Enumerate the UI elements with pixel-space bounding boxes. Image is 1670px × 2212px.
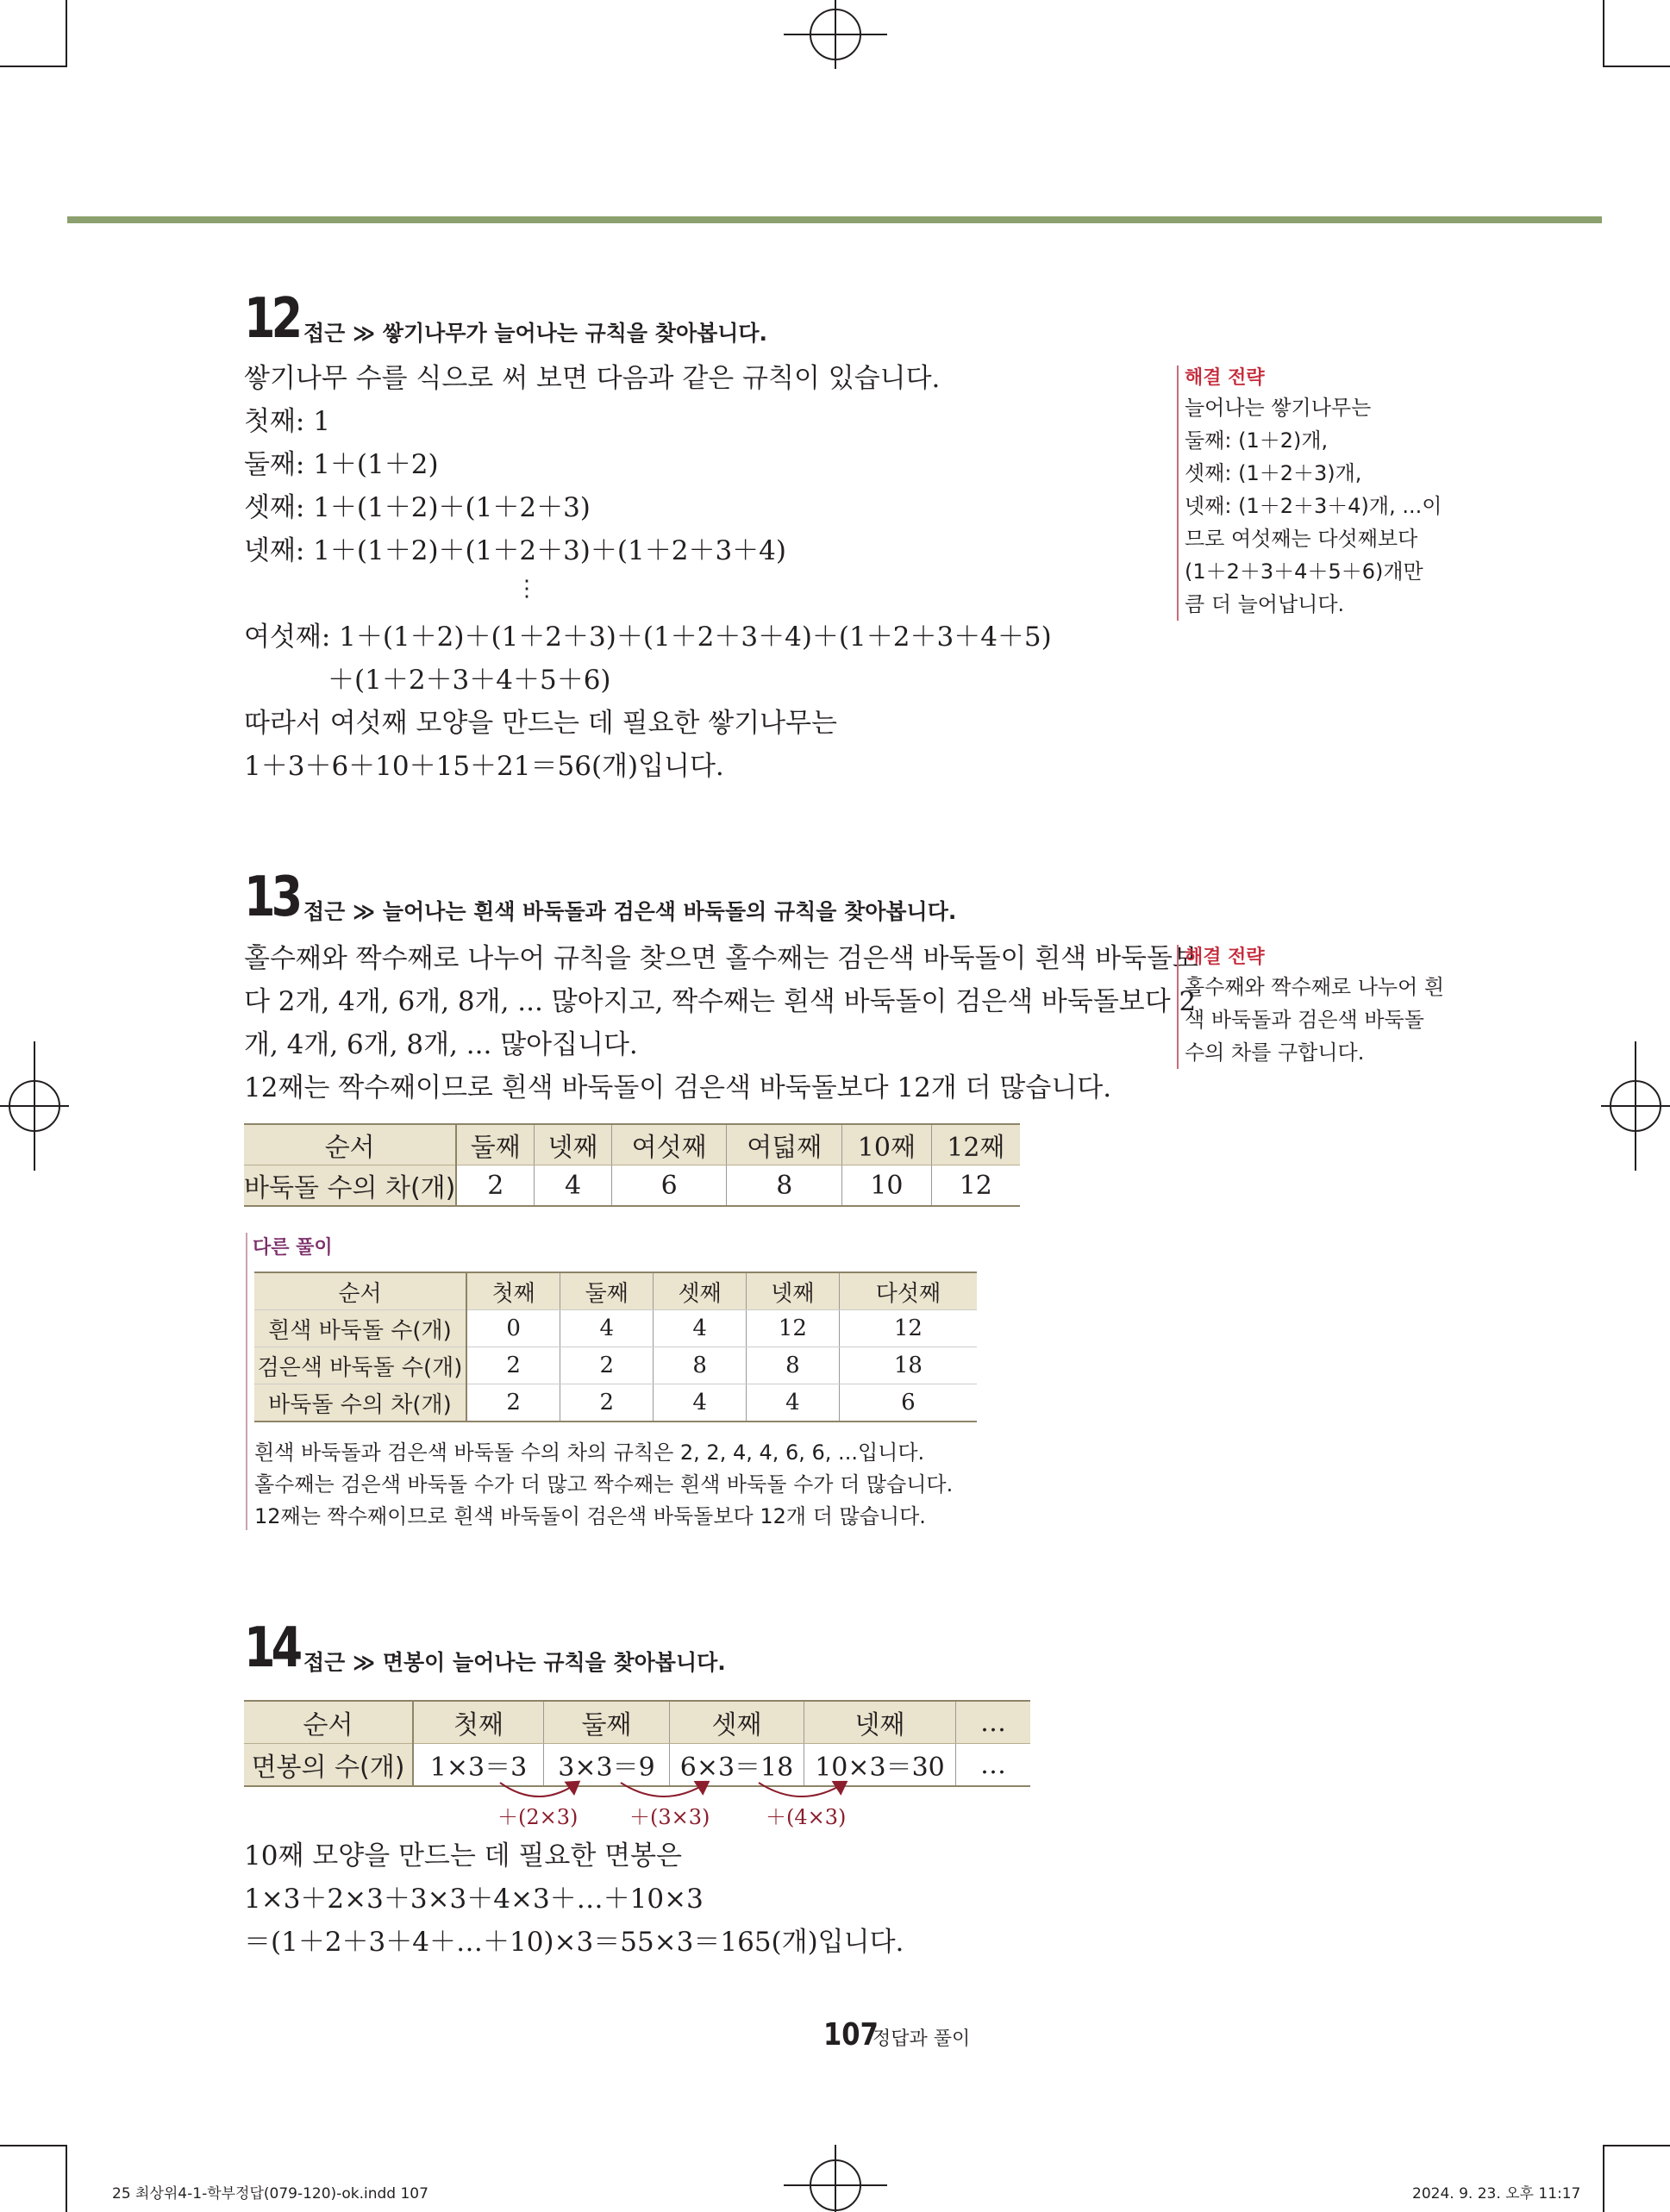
table-cell: 12	[747, 1310, 840, 1347]
strategy-line: 므로 여섯째는 다섯째보다	[1185, 527, 1418, 551]
difference-table	[244, 1123, 1020, 1207]
solution-line: ＝(1＋2＋3＋4＋…＋10)×3＝55×3＝165(개)입니다.	[244, 1927, 904, 1958]
solution-line: 10째 모양을 만드는 데 필요한 면봉은	[244, 1840, 682, 1871]
solution-line: 1＋3＋6＋10＋15＋21＝56(개)입니다.	[244, 751, 724, 782]
table-cell: 6	[611, 1165, 727, 1207]
table-header: 여덟째	[727, 1124, 842, 1165]
table-cell: 10×3＝30	[804, 1744, 956, 1787]
solution-line: 여섯째: 1＋(1＋2)＋(1＋2＋3)＋(1＋2＋3＋4)＋(1＋2＋3＋4＋5)	[244, 622, 1052, 653]
solution-line: 쌓기나무 수를 식으로 써 보면 다음과 같은 규칙이 있습니다.	[244, 363, 941, 394]
registration-line	[835, 2145, 836, 2212]
crop-mark	[1603, 0, 1604, 67]
solution-line: ＋(1＋2＋3＋4＋5＋6)	[328, 665, 611, 696]
approach-note: 접근 ≫ 면봉이 늘어나는 규칙을 찾아봅니다.	[303, 1650, 726, 1675]
table-cell: 4	[560, 1310, 654, 1347]
table-header: …	[956, 1701, 1031, 1744]
page-number: 107	[823, 2017, 879, 2053]
solution-line: 홀수째와 짝수째로 나누어 규칙을 찾으면 홀수째는 검은색 바둑돌이 흰색 바둑돌보	[244, 943, 1198, 974]
table-cell: 6	[839, 1384, 977, 1422]
table-cell: 12	[839, 1310, 977, 1347]
table-header: 다섯째	[839, 1272, 977, 1310]
table-cell: 1×3＝3	[413, 1744, 544, 1787]
alt-solution-tag: 다른 풀이	[253, 1237, 333, 1259]
table-cell: 3×3＝9	[544, 1744, 670, 1787]
table-header: 첫째	[413, 1701, 544, 1744]
table-header: 둘째	[544, 1701, 670, 1744]
table-cell: 2	[560, 1384, 654, 1422]
table-cell: 10	[842, 1165, 932, 1207]
row-label: 바둑돌 수의 차(개)	[244, 1165, 456, 1207]
header-rule	[67, 216, 1602, 223]
solution-line: 따라서 여섯째 모양을 만드는 데 필요한 쌓기나무는	[244, 708, 837, 739]
strategy-line: 색 바둑돌과 검은색 바둑돌	[1185, 1008, 1424, 1032]
table-cell: 0	[466, 1310, 560, 1347]
solution-line: 1×3＋2×3＋3×3＋4×3＋…＋10×3	[244, 1884, 704, 1915]
table-cell: 18	[839, 1347, 977, 1384]
table-header: 순서	[244, 1701, 413, 1744]
crop-mark	[66, 2145, 67, 2212]
strategy-line: 늘어나는 쌓기나무는	[1185, 396, 1372, 420]
arrow-icon	[621, 1783, 707, 1796]
solution-line: 넷째: 1＋(1＋2)＋(1＋2＋3)＋(1＋2＋3＋4)	[244, 535, 786, 566]
strategy-box	[1177, 945, 1444, 1069]
crop-mark	[0, 66, 67, 67]
strategy-line: 둘째: (1＋2)개,	[1185, 428, 1329, 453]
crop-mark	[1603, 2145, 1670, 2146]
question-number: 14	[244, 1616, 299, 1680]
table-cell: 2	[466, 1347, 560, 1384]
row-label: 바둑돌 수의 차(개)	[254, 1384, 466, 1422]
table-cell: 4	[535, 1165, 612, 1207]
alt-solution-line: 흰색 바둑돌과 검은색 바둑돌 수의 차의 규칙은 2, 2, 4, 4, 6, 6, ...입니다.	[254, 1440, 925, 1465]
page-label: 정답과 풀이	[873, 2028, 971, 2050]
table-cell: 2	[456, 1165, 534, 1207]
solution-line: 셋째: 1＋(1＋2)＋(1＋2＋3)	[244, 492, 591, 523]
strategy-line: (1＋2＋3＋4＋5＋6)개만	[1185, 559, 1423, 584]
table-header: 12째	[931, 1124, 1020, 1165]
table-cell: 4	[747, 1384, 840, 1422]
table-cell: 8	[654, 1347, 747, 1384]
table-header: 둘째	[560, 1272, 654, 1310]
registration-line	[34, 1041, 35, 1171]
alt-solution-line: 12째는 짝수째이므로 흰색 바둑돌이 검은색 바둑돌보다 12개 더 많습니다.	[254, 1504, 926, 1528]
approach-note: 접근 ≫ 쌓기나무가 늘어나는 규칙을 찾아봅니다.	[303, 321, 768, 346]
vertical-ellipsis: ⋮	[516, 576, 538, 602]
increment-label: ＋(3×3)	[629, 1805, 710, 1829]
arrow-icon	[500, 1783, 578, 1796]
row-label: 검은색 바둑돌 수(개)	[254, 1347, 466, 1384]
solution-line: 첫째: 1	[244, 406, 330, 437]
strategy-tag: 해결 전략	[1185, 367, 1265, 389]
row-label: 흰색 바둑돌 수(개)	[254, 1310, 466, 1347]
table-cell: 12	[931, 1165, 1020, 1207]
increment-label: ＋(2×3)	[497, 1805, 579, 1829]
crop-mark	[66, 0, 67, 67]
alt-solution-table	[254, 1272, 977, 1422]
arrow-icon	[759, 1783, 845, 1796]
table-header: 넷째	[747, 1272, 840, 1310]
table-cell: …	[956, 1744, 1031, 1787]
footer-timestamp: 2024. 9. 23. 오후 11:17	[1412, 2185, 1581, 2203]
registration-line	[1635, 1041, 1636, 1171]
question-number: 12	[244, 287, 299, 351]
registration-line	[835, 0, 836, 69]
table-header: 여섯째	[611, 1124, 727, 1165]
table-header: 셋째	[654, 1272, 747, 1310]
table-header: 첫째	[466, 1272, 560, 1310]
row-label: 면봉의 수(개)	[244, 1744, 413, 1787]
strategy-line: 셋째: (1＋2＋3)개,	[1185, 461, 1362, 485]
solution-line: 개, 4개, 6개, 8개, ... 많아집니다.	[244, 1029, 638, 1060]
table-header: 둘째	[456, 1124, 534, 1165]
crop-mark	[1603, 2145, 1604, 2212]
table-cell: 2	[466, 1384, 560, 1422]
crop-mark	[1603, 66, 1670, 67]
cotton-swab-table	[244, 1700, 1030, 1787]
table-header: 넷째	[804, 1701, 956, 1744]
table-cell: 8	[747, 1347, 840, 1384]
strategy-box	[1177, 366, 1442, 621]
table-cell: 8	[727, 1165, 842, 1207]
solution-line: 12째는 짝수째이므로 흰색 바둑돌이 검은색 바둑돌보다 12개 더 많습니다.	[244, 1072, 1112, 1103]
table-cell: 4	[654, 1384, 747, 1422]
alt-solution-line: 홀수째는 검은색 바둑돌 수가 더 많고 짝수째는 흰색 바둑돌 수가 더 많습니다.	[254, 1472, 954, 1497]
table-cell: 4	[654, 1310, 747, 1347]
strategy-line: 큼 더 늘어납니다.	[1185, 592, 1345, 616]
strategy-line: 수의 차를 구합니다.	[1185, 1040, 1365, 1065]
table-header: 넷째	[535, 1124, 612, 1165]
table-cell: 6×3＝18	[670, 1744, 804, 1787]
strategy-tag: 해결 전략	[1185, 947, 1265, 968]
solution-line: 둘째: 1＋(1＋2)	[244, 449, 439, 480]
table-header: 순서	[254, 1272, 466, 1310]
table-cell: 2	[560, 1347, 654, 1384]
approach-note: 접근 ≫ 늘어나는 흰색 바둑돌과 검은색 바둑돌의 규칙을 찾아봅니다.	[303, 899, 957, 924]
crop-mark	[0, 2145, 67, 2146]
strategy-line: 홀수째와 짝수째로 나누어 흰	[1185, 975, 1445, 999]
footer-filename: 25 최상위4-1-학부정답(079-120)-ok.indd 107	[112, 2185, 428, 2203]
solution-line: 다 2개, 4개, 6개, 8개, ... 많아지고, 짝수째는 흰색 바둑돌이 검은색 바둑돌보다 2	[244, 986, 1197, 1017]
table-header: 셋째	[670, 1701, 804, 1744]
table-header: 순서	[244, 1124, 456, 1165]
question-number: 13	[244, 865, 299, 929]
increment-label: ＋(4×3)	[766, 1805, 847, 1829]
table-header: 10째	[842, 1124, 932, 1165]
strategy-line: 넷째: (1＋2＋3＋4)개, ...이	[1185, 494, 1442, 518]
